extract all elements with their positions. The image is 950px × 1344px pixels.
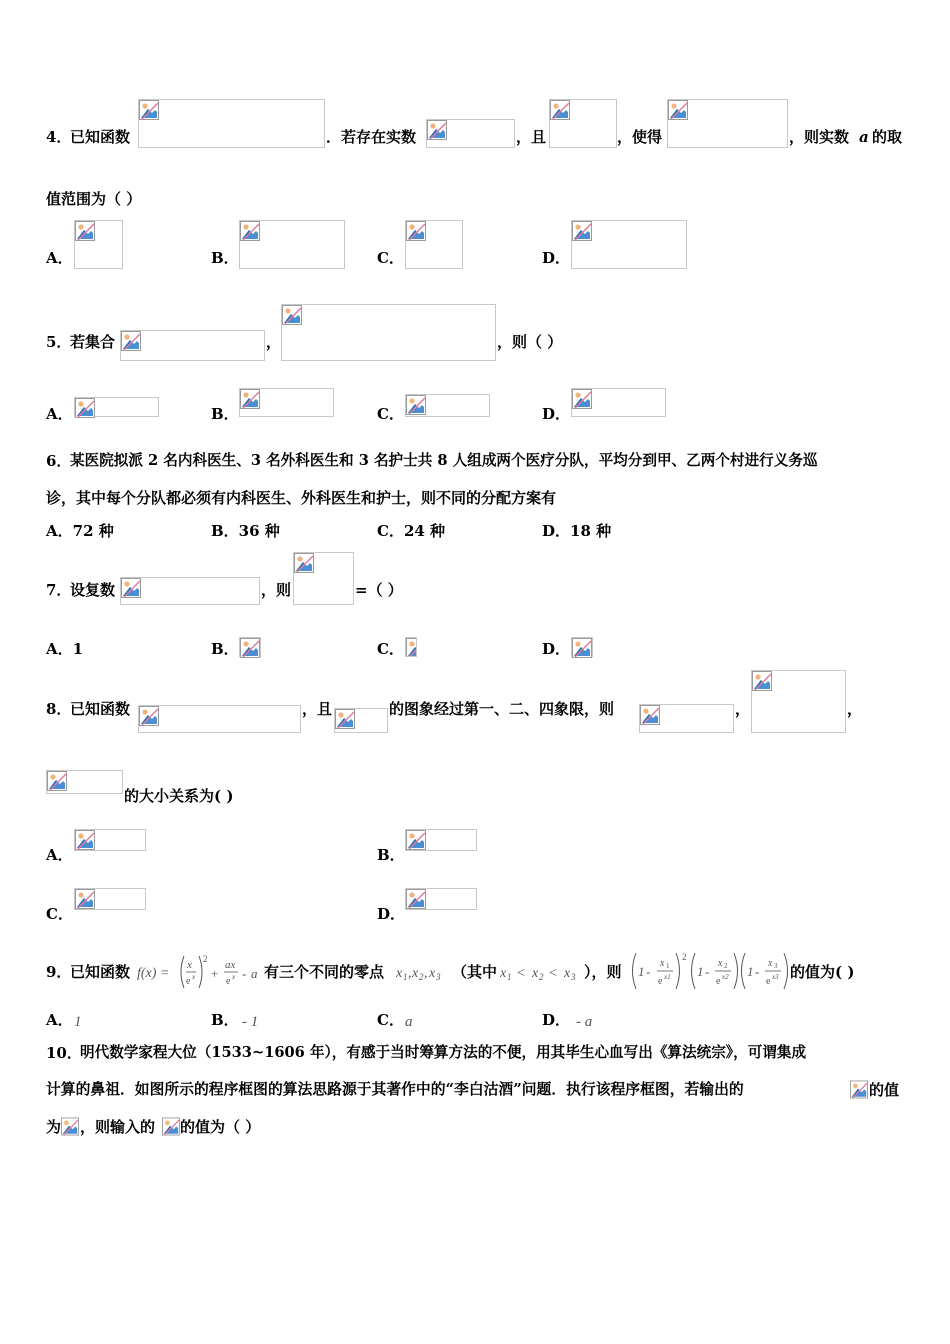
formula-image — [138, 705, 301, 733]
function-formula — [137, 950, 263, 994]
svg-text:x: x — [192, 973, 196, 981]
option-a-label: A． — [46, 405, 73, 423]
q10-text-line3: 为 — [46, 1118, 62, 1136]
formula-image — [293, 552, 354, 605]
svg-text:2: 2 — [682, 952, 687, 962]
q8-number: 8． — [46, 700, 72, 718]
q9-text: 有三个不同的零点 — [264, 963, 385, 981]
formula-image — [334, 708, 388, 733]
broken-image-icon — [282, 305, 302, 325]
svg-text:x1: x1 — [664, 973, 671, 981]
option-b-label: B． — [377, 846, 405, 864]
option-b-value: - 1 — [242, 1014, 259, 1030]
svg-text:-: - — [646, 964, 651, 979]
broken-image-icon — [162, 1117, 180, 1136]
svg-text:1: 1 — [638, 964, 645, 979]
option-d-label: D． — [542, 1011, 571, 1029]
svg-text:3: 3 — [774, 962, 778, 970]
formula-image — [138, 99, 325, 148]
option-c-label: C． — [377, 1011, 404, 1029]
order-formula — [500, 960, 584, 984]
svg-text:f(x) =: f(x) = — [137, 966, 170, 981]
q8-text: ，且 — [302, 700, 333, 718]
option-a-label: A． — [46, 846, 73, 864]
option-a-image — [74, 829, 146, 851]
formula-image — [120, 577, 260, 605]
svg-text:x: x — [187, 959, 192, 971]
broken-image-icon — [139, 706, 159, 726]
option-d-image — [571, 220, 687, 269]
formula-image — [639, 704, 734, 733]
svg-text:x: x — [429, 966, 436, 981]
option-b-image — [239, 637, 261, 657]
q7-number: 7． — [46, 581, 72, 599]
formula-image — [751, 670, 846, 733]
option-c-label: C． — [377, 640, 404, 658]
svg-text:<: < — [549, 966, 557, 981]
option-d-label: D． — [542, 640, 571, 658]
formula-image — [162, 1117, 180, 1136]
broken-image-icon — [572, 638, 592, 658]
option-c-image — [405, 637, 417, 657]
svg-text:x: x — [718, 958, 723, 969]
broken-image-icon — [335, 709, 355, 729]
q4-variable: a — [859, 128, 869, 146]
svg-text:-: - — [705, 964, 710, 979]
q5-text: 若集合 — [70, 333, 116, 351]
formula-image — [120, 330, 265, 361]
option-a: A．72 种 — [46, 522, 114, 540]
option-d-value: - a — [576, 1014, 593, 1030]
option-b-label: B． — [211, 640, 239, 658]
svg-text:1: 1 — [697, 964, 704, 979]
broken-image-icon — [752, 671, 772, 691]
svg-text:+: + — [211, 966, 219, 981]
formula-image — [61, 1117, 79, 1136]
svg-text:3: 3 — [436, 972, 441, 982]
svg-text:x: x — [532, 966, 539, 981]
svg-text:,: , — [424, 966, 428, 981]
svg-text:x: x — [660, 958, 665, 969]
option-b-image — [239, 220, 345, 269]
svg-text:x: x — [412, 966, 419, 981]
formula-image — [426, 119, 515, 148]
option-d-label: D． — [542, 249, 571, 267]
broken-image-icon — [406, 638, 417, 657]
broken-image-icon — [572, 221, 592, 241]
option-a-image — [74, 397, 159, 417]
q4-text: ，则实数 — [789, 128, 850, 146]
option-c-label: C． — [377, 249, 404, 267]
option-d-image — [571, 637, 593, 657]
q10-text-line3: ，则输入的 — [80, 1118, 156, 1136]
broken-image-icon — [668, 100, 688, 120]
q8-text: ， — [847, 700, 863, 718]
svg-text:x: x — [564, 966, 571, 981]
q9-text: ），则 — [584, 963, 622, 981]
svg-text:1: 1 — [507, 972, 512, 982]
q8-text: 已知函数 — [70, 700, 131, 718]
q8-text-line2: 的大小关系为( ) — [124, 787, 234, 805]
broken-image-icon — [75, 221, 95, 241]
q4-text: ，使得 — [617, 128, 663, 146]
broken-image-icon — [294, 553, 314, 573]
formula-image — [549, 99, 617, 148]
q4-text: 的取 — [872, 128, 903, 146]
option-d-image — [571, 388, 666, 417]
product-formula — [629, 948, 789, 994]
formula-image — [46, 770, 123, 794]
option-d: D．18 种 — [542, 522, 612, 540]
q6-text-line2: 诊，其中每个分队都必须有内科医生、外科医生和护士，则不同的分配方案有 — [46, 489, 557, 507]
svg-text:<: < — [517, 966, 525, 981]
svg-text:3: 3 — [571, 972, 576, 982]
broken-image-icon — [75, 889, 95, 909]
option-b-image — [239, 388, 334, 417]
broken-image-icon — [240, 389, 260, 409]
option-c-image — [405, 220, 463, 269]
formula-image — [667, 99, 788, 148]
option-c-value: a — [405, 1014, 413, 1030]
option-c-label: C． — [46, 905, 73, 923]
q8-text: 的图象经过第一、二、四象限，则 — [389, 700, 615, 718]
option-a-image — [74, 220, 123, 269]
svg-text:x2: x2 — [722, 973, 729, 981]
option-a: A．1 — [46, 640, 84, 658]
q10-text-line2: 计算的鼻祖．如图所示的程序框图的算法思路源于其著作中的“李白沽酒”问题．执行该程序框图，若输出的 — [46, 1081, 744, 1098]
svg-text:e: e — [658, 976, 663, 987]
formula-image — [850, 1080, 868, 1099]
broken-image-icon — [240, 221, 260, 241]
q6-text-line1: 某医院拟派 2 名内科医生、3 名外科医生和 3 名护士共 8 人组成两个医疗分队，平均分到甲、乙两个村进行义务巡 — [70, 452, 818, 469]
option-d-label: D． — [377, 905, 406, 923]
q4-text-line2: 值范围为（ ） — [46, 190, 142, 208]
svg-text:ax: ax — [225, 959, 236, 971]
option-d-image — [405, 888, 477, 910]
svg-text:1: 1 — [666, 962, 670, 970]
q5-text: ，则（ ） — [497, 333, 563, 351]
option-c-label: C． — [377, 405, 404, 423]
svg-text:a: a — [251, 966, 258, 981]
svg-text:e: e — [226, 976, 231, 987]
broken-image-icon — [139, 100, 159, 120]
svg-text:x: x — [768, 958, 773, 969]
q8-text: ， — [735, 700, 751, 718]
option-d-label: D． — [542, 405, 571, 423]
broken-image-icon — [640, 705, 660, 725]
svg-text:e: e — [186, 976, 191, 987]
svg-text:2: 2 — [419, 972, 424, 982]
svg-text:2: 2 — [203, 954, 208, 964]
svg-text:x3: x3 — [772, 973, 779, 981]
broken-image-icon — [572, 389, 592, 409]
svg-text:e: e — [766, 976, 771, 987]
q4-number: 4． — [46, 128, 72, 146]
q10-text-line1: 明代数学家程大位（1533~1606 年），有感于当时筹算方法的不便，用其毕生心血写出《算法统宗》，可谓集成 — [80, 1044, 807, 1061]
q7-text: 设复数 — [70, 581, 116, 599]
option-b-label: B． — [211, 1011, 239, 1029]
option-b: B．36 种 — [211, 522, 280, 540]
q9-text: （其中 — [452, 963, 498, 981]
option-b-label: B． — [211, 249, 239, 267]
broken-image-icon — [406, 221, 426, 241]
broken-image-icon — [75, 830, 95, 850]
option-c: C．24 种 — [377, 522, 446, 540]
broken-image-icon — [47, 771, 67, 791]
broken-image-icon — [121, 331, 141, 351]
broken-image-icon — [406, 889, 426, 909]
q7-text: ，则 — [261, 581, 292, 599]
q6-number: 6． — [46, 452, 72, 470]
broken-image-icon — [240, 638, 260, 658]
q5-text: ， — [266, 333, 282, 351]
broken-image-icon — [61, 1117, 79, 1136]
broken-image-icon — [406, 395, 426, 415]
svg-text:2: 2 — [539, 972, 544, 982]
q4-text: 已知函数 — [70, 128, 131, 146]
svg-text:x: x — [396, 966, 403, 981]
svg-text:1: 1 — [747, 964, 754, 979]
q9-text: 的值为( ) — [790, 963, 855, 981]
q10-text-line2: 的值 — [869, 1081, 900, 1099]
svg-text:-: - — [242, 966, 247, 981]
q10-number: 10． — [46, 1044, 82, 1062]
option-a-label: A． — [46, 1011, 73, 1029]
broken-image-icon — [850, 1080, 868, 1099]
option-b-label: B． — [211, 405, 239, 423]
svg-text:x: x — [500, 966, 507, 981]
broken-image-icon — [121, 578, 141, 598]
q5-number: 5． — [46, 333, 72, 351]
q10-text-line3: 的值为（ ） — [180, 1118, 261, 1136]
broken-image-icon — [550, 100, 570, 120]
option-a-label: A． — [46, 249, 73, 267]
zeros-formula — [396, 960, 450, 984]
option-c-image — [405, 394, 490, 417]
q4-text: ，且 — [516, 128, 547, 146]
svg-text:e: e — [716, 976, 721, 987]
q7-text: =（ ） — [355, 581, 403, 599]
broken-image-icon — [406, 830, 426, 850]
option-a-value: 1 — [74, 1014, 82, 1030]
broken-image-icon — [75, 398, 95, 418]
q9-text: 已知函数 — [70, 963, 131, 981]
svg-text:,: , — [408, 966, 412, 981]
option-b-image — [405, 829, 477, 851]
svg-text:1: 1 — [403, 972, 408, 982]
svg-text:-: - — [755, 964, 760, 979]
svg-text:x: x — [232, 973, 236, 981]
broken-image-icon — [427, 120, 447, 140]
q4-text: ．若存在实数 — [326, 128, 417, 146]
option-c-image — [74, 888, 146, 910]
svg-text:2: 2 — [724, 962, 728, 970]
q9-number: 9． — [46, 963, 72, 981]
formula-image — [281, 304, 496, 361]
